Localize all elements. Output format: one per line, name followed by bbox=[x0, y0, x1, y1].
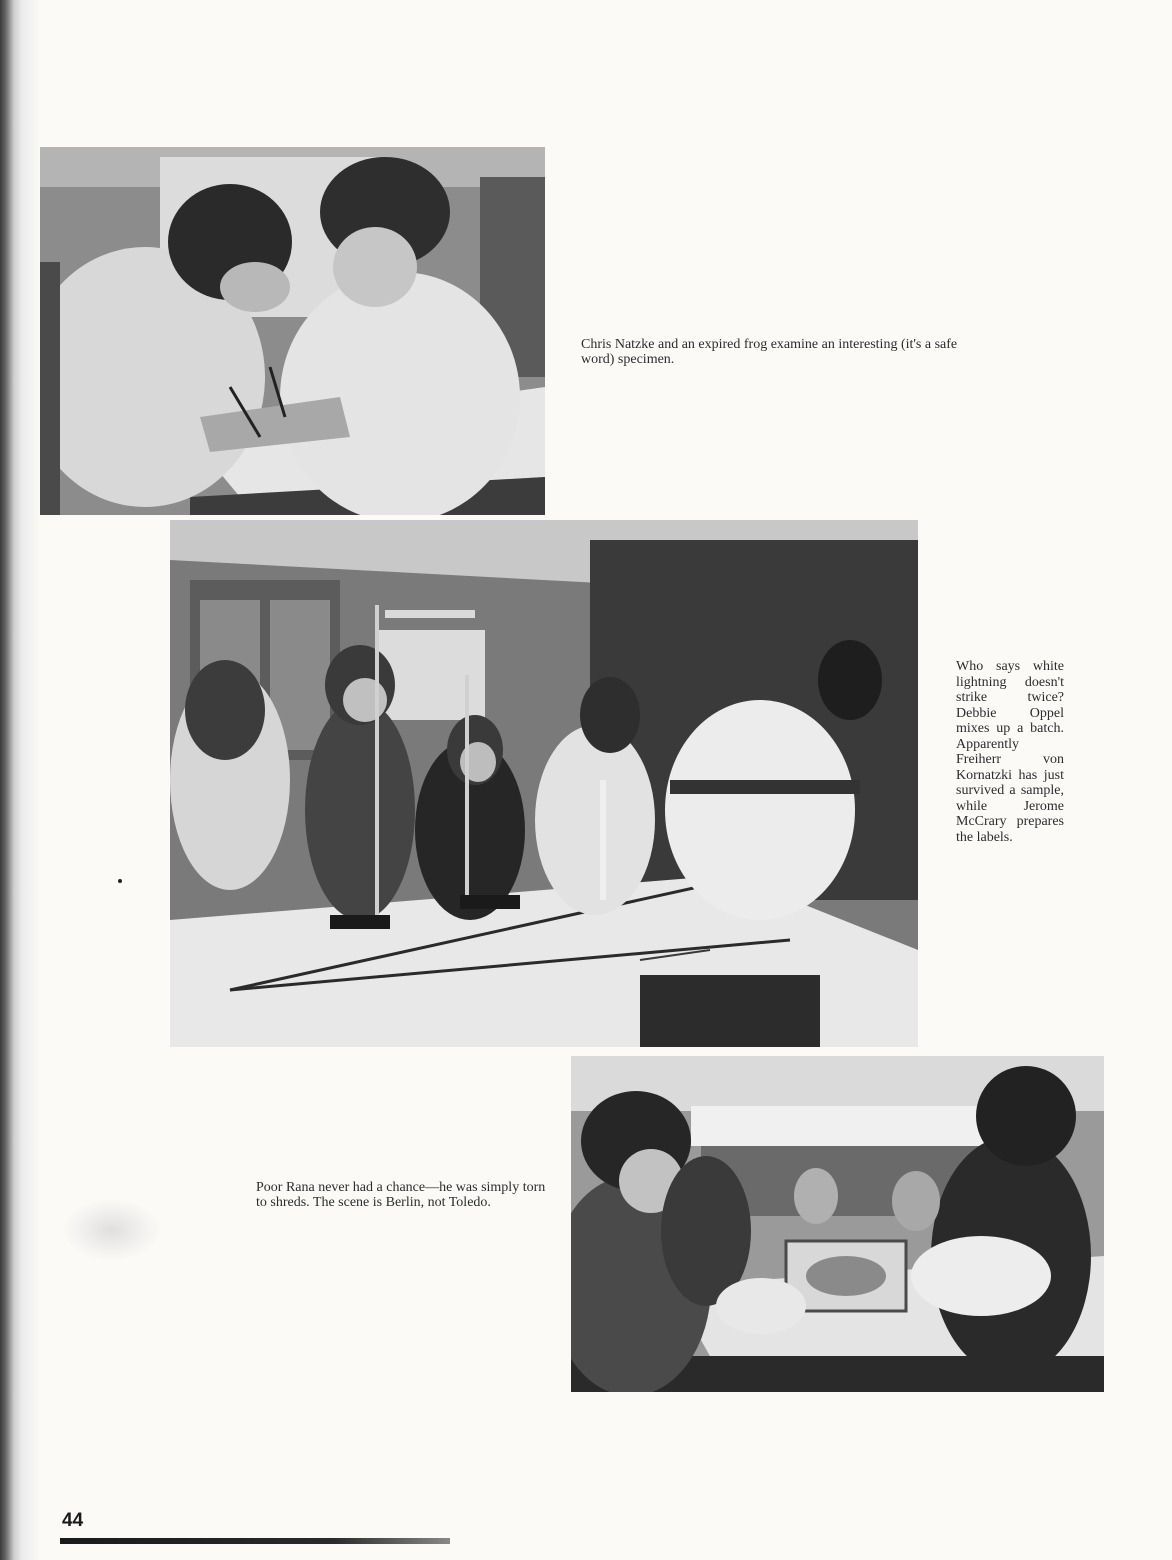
photo-frog-dissection-image bbox=[40, 147, 545, 515]
bottom-rule bbox=[60, 1538, 450, 1544]
binding-edge bbox=[0, 0, 40, 1560]
caption-rana: Poor Rana never had a chance—he was simply torn to shreds. The scene is Berlin, not Toledo. bbox=[256, 1180, 546, 1210]
page-number: 44 bbox=[62, 1510, 84, 1531]
photo-chemistry-lab-image bbox=[170, 520, 918, 1047]
paper-smudge bbox=[64, 1200, 159, 1260]
photo-chemistry-lab bbox=[170, 520, 918, 1047]
print-speck bbox=[118, 879, 122, 883]
photo-group-dissection-image bbox=[571, 1056, 1104, 1392]
photo-group-dissection bbox=[571, 1056, 1104, 1392]
caption-chemistry-lab: Who says white lightning doesn't strike twice? Debbie Oppel mixes up a batch. Apparently Freiherr von Kornatzki has just survived a sample, while Jerome McCrary prepares the labels. bbox=[956, 659, 1064, 845]
photo-frog-dissection bbox=[40, 147, 545, 515]
caption-frog-dissection: Chris Natzke and an expired frog examine an interesting (it's a safe word) specimen. bbox=[581, 337, 958, 367]
